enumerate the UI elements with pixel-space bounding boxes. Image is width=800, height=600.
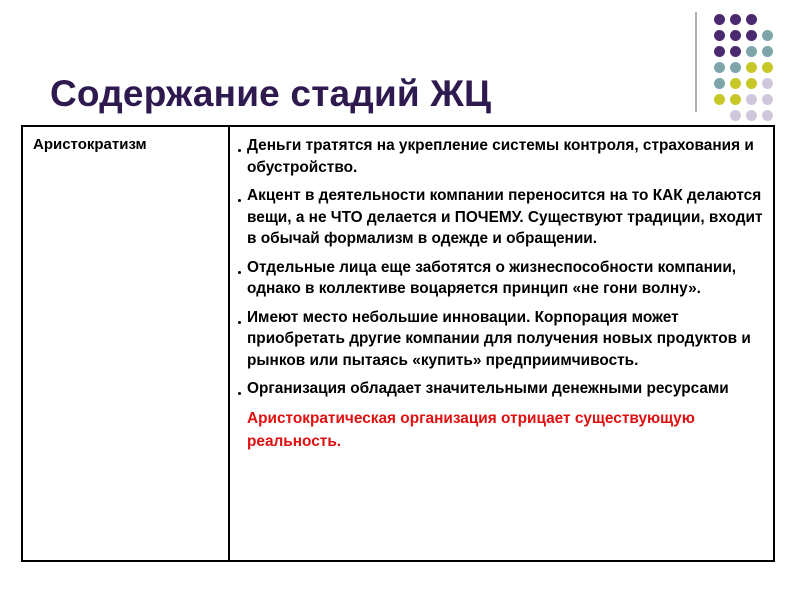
bullet-item: Акцент в деятельности компании переносится на то КАК делаются вещи, а не ЧТО делается и ПОЧЕМУ. Существуют традиции, входит в обычай формализм в одежде и обращении.	[238, 185, 763, 250]
decorative-dot	[762, 78, 773, 89]
decorative-divider	[695, 12, 697, 112]
decorative-dot	[714, 78, 725, 89]
bullet-item: Деньги тратятся на укрепление системы контроля, страхования и обустройство.	[238, 135, 763, 178]
decorative-dot	[746, 94, 757, 105]
decorative-dot	[762, 94, 773, 105]
bullet-item: Отдельные лица еще заботятся о жизнеспособности компании, однако в коллективе воцаряется принцип «не гони волну».	[238, 257, 763, 300]
decorative-dot	[730, 46, 741, 57]
decorative-dot	[730, 94, 741, 105]
slide-title: Содержание стадий ЖЦ	[50, 73, 492, 114]
content-table	[21, 125, 775, 562]
decorative-dot	[714, 94, 725, 105]
decorative-dot	[730, 62, 741, 73]
decorative-dot	[730, 14, 741, 25]
decorative-dot	[730, 30, 741, 41]
decorative-dot	[746, 46, 757, 57]
decorative-dot	[762, 46, 773, 57]
decorative-dot-grid	[714, 14, 774, 124]
decorative-dot	[714, 14, 725, 25]
decorative-dot	[714, 30, 725, 41]
conclusion-text: Аристократическая организация отрицает существующую реальность.	[247, 409, 695, 450]
decorative-dot	[762, 110, 773, 121]
bullet-item: Организация обладает значительными денежными ресурсами	[238, 378, 763, 400]
decorative-dot	[746, 30, 757, 41]
stage-label-cell	[23, 127, 229, 560]
decorative-dot	[746, 14, 757, 25]
decorative-dot	[730, 78, 741, 89]
decorative-dot	[746, 62, 757, 73]
bullet-item: Имеют место небольшие инновации. Корпорация может приобретать другие компании для получения новых продуктов и рынков или пытаясь «купить» предприимчивость.	[238, 307, 763, 372]
stage-content-cell	[229, 127, 773, 560]
decorative-dot	[746, 110, 757, 121]
decorative-dot	[762, 30, 773, 41]
decorative-dot	[762, 62, 773, 73]
decorative-dot	[714, 46, 725, 57]
stage-label: Аристократизм	[33, 136, 147, 153]
decorative-dot	[730, 110, 741, 121]
decorative-dot	[714, 62, 725, 73]
decorative-dot	[746, 78, 757, 89]
